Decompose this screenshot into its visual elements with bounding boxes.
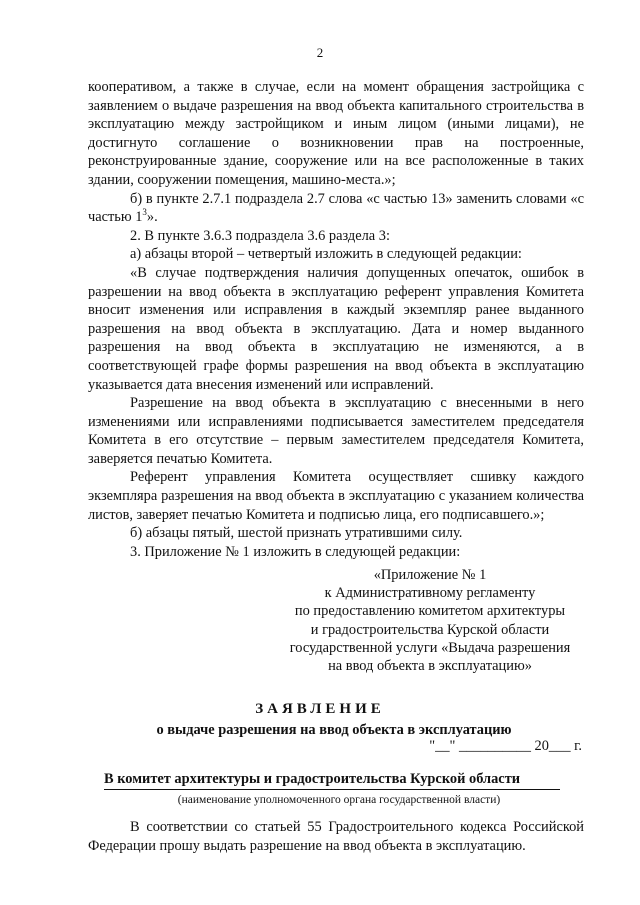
date-line: "__" __________ 20___ г.	[429, 738, 582, 754]
authority-caption: (наименование уполномоченного органа государственной власти)	[177, 794, 501, 806]
paragraph-2	[88, 190, 584, 227]
page-number: 2	[316, 45, 324, 60]
appendix-line-4: и градостроительства Курской области	[310, 621, 550, 638]
paragraph-9: 3. Приложение № 1 изложить в следующей редакции:	[130, 543, 461, 560]
appendix-line-3: по предоставлению комитетом архитектуры	[294, 603, 566, 620]
appendix-line-2: к Административному регламенту	[324, 585, 536, 602]
paragraph-2-text: б) в пункте 2.7.1 подраздела 2.7 слова «с частью 13» заменить словами «с частью 1	[88, 190, 584, 226]
appendix-line-5: государственной услуги «Выдача разрешения	[289, 639, 571, 656]
statement-title: ЗАЯВЛЕНИЕ	[255, 701, 385, 717]
paragraph-2-tail: ».	[146, 209, 158, 226]
paragraph-5: «В случае подтверждения наличия допущенных опечаток, ошибок в разрешении на ввод объекта в эксплуатацию референт управления Комитета вносит изменения или исправления в каждый экземпляр ранее выданного разрешения на ввод объекта в эксплуатацию. Дата и номер выданного разрешения на ввод объекта в эксплуатацию не изменяются, а в соответствующей графе формы разрешения на ввод объекта в эксплуатацию указывается дата внесения изменений или исправлений.	[88, 264, 584, 393]
appendix-line-1: «Приложение № 1	[373, 567, 487, 583]
paragraph-1: кооперативом, а также в случае, если на момент обращения застройщика с заявлением о выдаче разрешения на ввод объекта капитального строительства в эксплуатацию между застройщиком и иным лицом (иными лицами), не достигнуто соглашение о возникновении прав на построенные, реконструированные здание, сооружение или на все расположенные в таких здании, сооружении помещения, машино-места.»;	[88, 79, 584, 188]
paragraph-2-superscript: 3	[142, 207, 147, 218]
paragraph-4: а) абзацы второй – четвертый изложить в следующей редакции:	[130, 246, 522, 263]
paragraph-7: Референт управления Комитета осуществляет сшивку каждого экземпляра разрешения на ввод объекта в эксплуатацию с указанием количества листов, заверяет печатью Комитета и подписью лица, его подписавшего.»;	[88, 469, 584, 523]
paragraph-3: 2. В пункте 3.6.3 подраздела 3.6 раздела 3:	[130, 227, 390, 244]
document-body	[88, 78, 584, 561]
paragraph-8: б) абзацы пятый, шестой признать утратившими силу.	[130, 525, 463, 542]
paragraph-6: Разрешение на ввод объекта в эксплуатацию с внесенными в него изменениями или исправлениями подписывается заместителем председателя Комитета в его отсутствие – первым заместителем председателя Комитета, заверяется печатью Комитета.	[88, 395, 584, 467]
closing-paragraph: В соответствии со статьей 55 Градостроительного кодекса Российской Федерации прошу выдать разрешение на ввод объекта в эксплуатацию.	[88, 819, 584, 854]
appendix-heading	[280, 566, 580, 675]
statement-subtitle: о выдаче разрешения на ввод объекта в эксплуатацию	[156, 722, 512, 738]
authority-name: В комитет архитектуры и градостроительства Курской области	[104, 770, 560, 790]
appendix-line-6: на ввод объекта в эксплуатацию»	[328, 658, 532, 675]
